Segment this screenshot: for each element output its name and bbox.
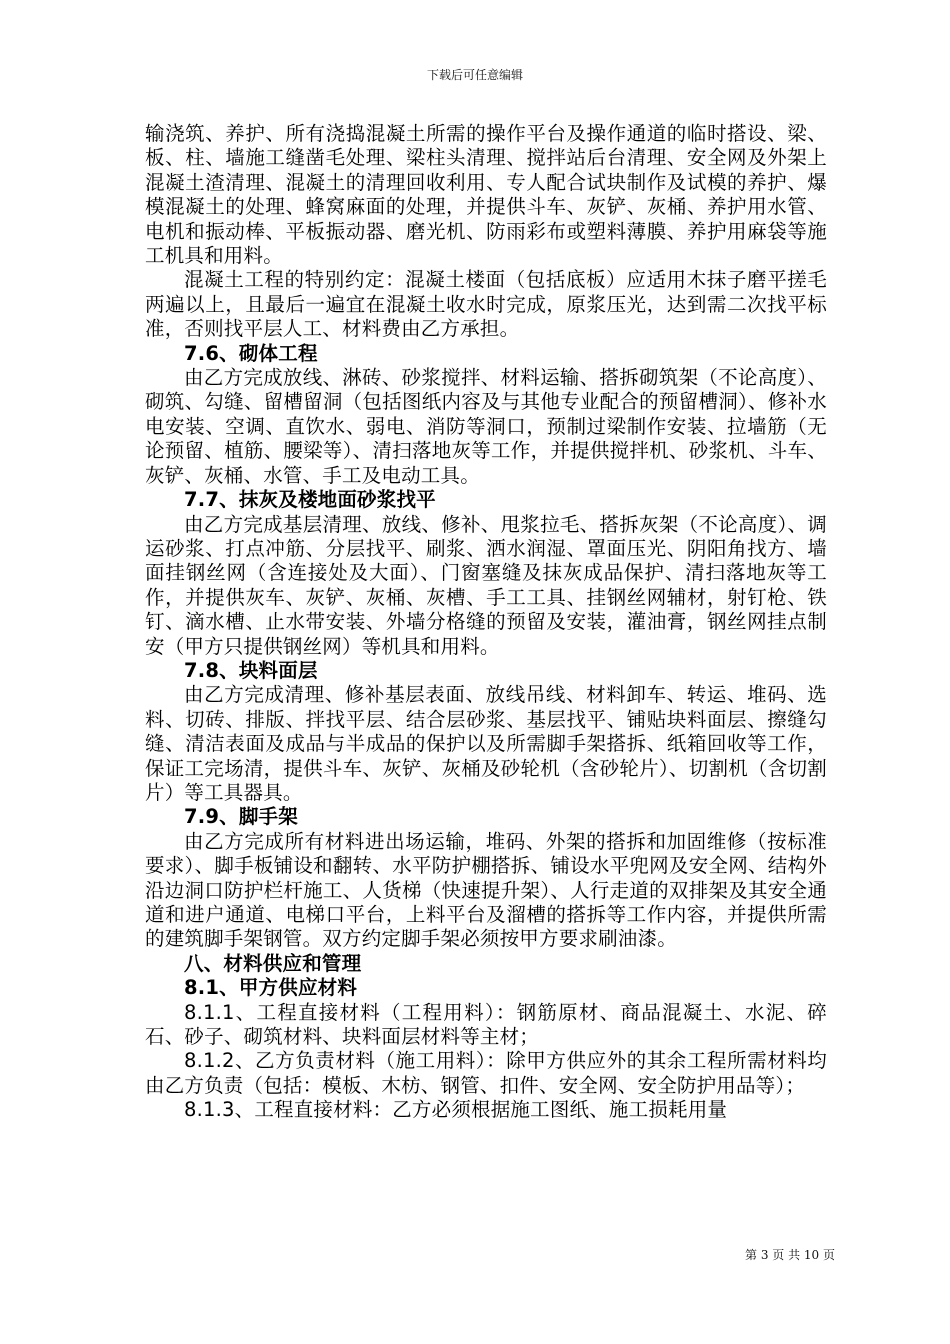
section-heading-7-8: 7.8、块料面层 xyxy=(184,658,318,682)
paragraph-scaffolding: 由乙方完成所有材料进出场运输，堆码、外架的搭拆和加固维修（按标准要求）、脚手板铺设和翻转、水平防护棚搭拆、铺设水平兜网及安全网、结构外沿边洞口防护栏杆施工、人货梯（快速提升架）、人行走道的双排架及其安全通道和进户通道、电梯口平台，上料平台及溜槽的搭拆等工作内容，并提供所需的建筑脚手架钢管。双方约定脚手架必须按甲方要求刷油漆。 xyxy=(145,829,827,951)
paragraph-concrete-scope: 输浇筑、养护、所有浇捣混凝土所需的操作平台及操作通道的临时搭设、梁、板、柱、墙施工缝凿毛处理、梁柱头清理、搅拌站后台清理、安全网及外架上混凝土渣清理、混凝土的清理回收利用、专人配合试块制作及试模的养护、爆模混凝土的处理、蜂窝麻面的处理，并提供斗车、灰铲、灰桶、养护用水管、电机和振动棒、平板振动器、磨光机、防雨彩布或塑料薄膜、养护用麻袋等施工机具和用料。 xyxy=(145,122,827,268)
paragraph-tiling: 由乙方完成清理、修补基层表面、放线吊线、材料卸车、转运、堆码、选料、切砖、排版、拌找平层、结合层砂浆、基层找平、铺贴块料面层、擦缝勾缝、清洁表面及成品与半成品的保护以及所需脚手架搭拆、纸箱回收等工作，保证工完场清，提供斗车、灰铲、灰桶及砂轮机（含砂轮片）、切割机（含切割片）等工具器具。 xyxy=(145,683,827,804)
paragraph-masonry: 由乙方完成放线、淋砖、砂浆搅拌、材料运输、搭拆砌筑架（不论高度）、砌筑、勾缝、留槽留洞（包括图纸内容及与其他专业配合的预留槽洞）、修补水电安装、空调、直饮水、弱电、消防等洞口，预制过梁制作安装、拉墙筋（无论预留、植筋、腰梁等）、清扫落地灰等工作，并提供搅拌机、砂浆机、斗车、灰铲、灰桶、水管、手工及电动工具。 xyxy=(145,366,827,487)
paragraph-concrete-special-agreement: 混凝土工程的特别约定：混凝土楼面（包括底板）应适用木抹子磨平搓毛两遍以上，且最后一遍宜在混凝土收水时完成，原浆压光，达到需二次找平标准，否则找平层人工、材料费由乙方承担。 xyxy=(145,268,827,341)
document-body xyxy=(145,122,827,1123)
section-heading-7-7: 7.7、抹灰及楼地面砂浆找平 xyxy=(184,488,436,512)
page-header: 下载后可任意编辑 xyxy=(426,68,523,82)
chapter-heading-8: 八、材料供应和管理 xyxy=(184,951,362,975)
paragraph-8-1-3: 8.1.3、工程直接材料：乙方必须根据施工图纸、施工损耗用量 xyxy=(184,1098,728,1122)
paragraph-8-1-1: 8.1.1、工程直接材料（工程用料）：钢筋原材、商品混凝土、水泥、碎石、砂子、砌筑材料、块料面层材料等主材； xyxy=(145,1000,827,1049)
page-number: 第 3 页 共 10 页 xyxy=(745,1248,835,1262)
section-heading-7-9: 7.9、脚手架 xyxy=(184,805,298,829)
paragraph-8-1-2: 8.1.2、乙方负责材料（施工用料）：除甲方供应外的其余工程所需材料均由乙方负责（包括：模板、木枋、钢管、扣件、安全网、安全防护用品等）； xyxy=(145,1049,827,1097)
section-heading-8-1: 8.1、甲方供应材料 xyxy=(184,976,358,1000)
section-heading-7-6: 7.6、砌体工程 xyxy=(184,341,318,365)
paragraph-plastering: 由乙方完成基层清理、放线、修补、甩浆拉毛、搭拆灰架（不论高度）、调运砂浆、打点冲筋、分层找平、刷浆、洒水润湿、罩面压光、阴阳角找方、墙面挂钢丝网（含连接处及大面）、门窗塞缝及抹灰成品保护、清扫落地灰等工作，并提供灰车、灰铲、灰桶、灰槽、手工工具、挂钢丝网辅材，射钉枪、铁钉、滴水槽、止水带安装、外墙分格缝的预留及安装，灌油膏，钢丝网挂点制安（甲方只提供钢丝网）等机具和用料。 xyxy=(145,512,827,658)
